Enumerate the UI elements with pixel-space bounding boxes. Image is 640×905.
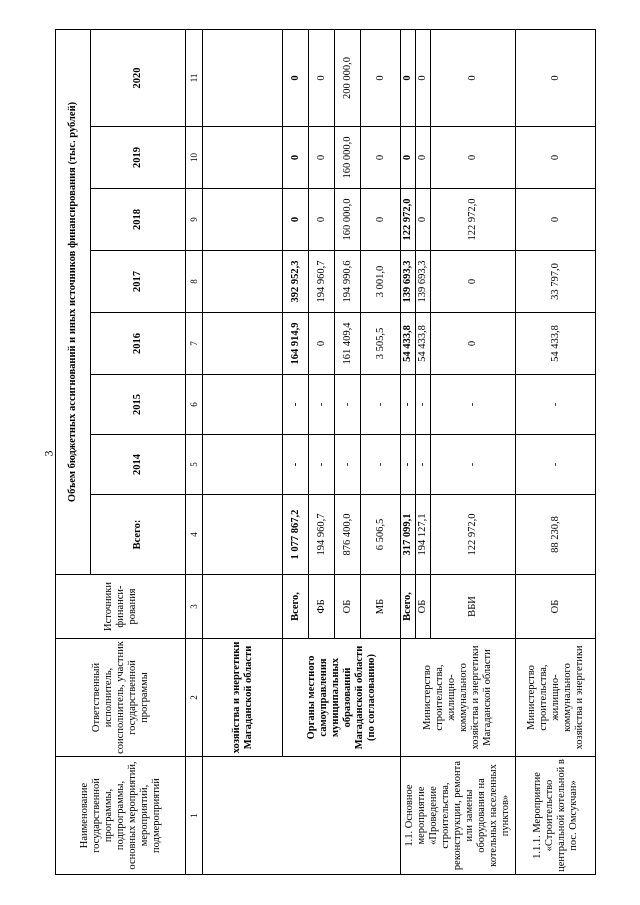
value-cell: 0 xyxy=(516,29,596,126)
index-cell: 10 xyxy=(186,127,203,189)
source-cell: ОБ xyxy=(416,575,431,639)
value-cell: 194 990,6 xyxy=(335,251,361,313)
value-cell: 0 xyxy=(283,29,309,126)
table-row xyxy=(516,29,596,874)
index-cell: 6 xyxy=(186,375,203,435)
value-cell: 392 952,3 xyxy=(283,251,309,313)
executor-cell: Органы местного самоуправления муниципальных образований Магаданской области (по согласованию) xyxy=(283,639,401,757)
value-cell: 0 xyxy=(431,127,516,189)
page-number: 3 xyxy=(41,450,56,457)
value-cell: - xyxy=(283,375,309,435)
header-year: 2017 xyxy=(91,251,186,313)
value-cell xyxy=(203,435,283,495)
value-cell: 0 xyxy=(416,189,431,251)
value-cell: 0 xyxy=(309,189,335,251)
value-cell: 122 972,0 xyxy=(431,189,516,251)
table-row xyxy=(203,29,283,874)
column-index-row xyxy=(186,29,203,874)
value-cell: 0 xyxy=(516,189,596,251)
value-cell: 0 xyxy=(416,127,431,189)
value-cell: - xyxy=(431,375,516,435)
value-cell: - xyxy=(283,435,309,495)
value-cell: 3 001,0 xyxy=(361,251,401,313)
value-cell: 6 506,5 xyxy=(361,495,401,575)
value-cell: 54 433,8 xyxy=(401,313,416,375)
value-cell: 0 xyxy=(431,29,516,126)
value-cell: 161 409,4 xyxy=(335,313,361,375)
header-sources: Источники финанси-рования xyxy=(56,575,186,639)
rotated-table-wrapper xyxy=(55,30,615,875)
value-cell: 164 914,9 xyxy=(283,313,309,375)
value-cell: 200 000,0 xyxy=(335,29,361,126)
source-cell: Всего, xyxy=(401,575,416,639)
value-cell: 0 xyxy=(431,251,516,313)
value-cell: 54 433,8 xyxy=(416,313,431,375)
name-cell: 1.1. Основное мероприятие «Проведение строительства, реконструкции, ремонта или замены оборудования на котельных населенных пунктов» xyxy=(401,757,516,875)
value-cell: 33 797,0 xyxy=(516,251,596,313)
header-year: 2014 xyxy=(91,435,186,495)
value-cell: 122 972,0 xyxy=(401,189,416,251)
index-cell: 3 xyxy=(186,575,203,639)
value-cell: 0 xyxy=(431,313,516,375)
index-cell: 2 xyxy=(186,639,203,757)
value-cell: 0 xyxy=(401,127,416,189)
header-name: Наименование государственной программы, подпрограммы, основных мероприятий, мероприятий, подмероприятий xyxy=(56,757,186,875)
source-cell xyxy=(203,575,283,639)
value-cell: - xyxy=(401,375,416,435)
value-cell: 317 099,1 xyxy=(401,495,416,575)
value-cell xyxy=(203,251,283,313)
source-cell: Всего, xyxy=(283,575,309,639)
value-cell: 0 xyxy=(401,29,416,126)
value-cell: 139 693,3 xyxy=(401,251,416,313)
value-cell: 876 400,0 xyxy=(335,495,361,575)
index-cell: 11 xyxy=(186,29,203,126)
value-cell: - xyxy=(309,435,335,495)
value-cell xyxy=(203,29,283,126)
value-cell: - xyxy=(309,375,335,435)
value-cell: - xyxy=(416,435,431,495)
header-year: 2020 xyxy=(91,29,186,126)
value-cell: - xyxy=(516,435,596,495)
value-cell: 0 xyxy=(283,127,309,189)
header-total: Всего: xyxy=(91,495,186,575)
value-cell: 54 433,8 xyxy=(516,313,596,375)
executor-cell: хозяйства и энергетики Магаданской области xyxy=(203,639,283,757)
value-cell: 0 xyxy=(361,189,401,251)
name-cell: 1.1.1. Мероприятие «Строительство центральной котельной в пос. Омсукчан» xyxy=(516,757,596,875)
executor-cell: Министерство строительства, жилищно-коммунального хозяйства и энергетики xyxy=(516,639,596,757)
value-cell: 0 xyxy=(361,127,401,189)
value-cell: 160 000,0 xyxy=(335,127,361,189)
value-cell: 0 xyxy=(283,189,309,251)
value-cell: 122 972,0 xyxy=(431,495,516,575)
value-cell: 139 693,3 xyxy=(416,251,431,313)
index-cell: 5 xyxy=(186,435,203,495)
index-cell: 8 xyxy=(186,251,203,313)
header-year: 2015 xyxy=(91,375,186,435)
index-cell: 9 xyxy=(186,189,203,251)
header-year: 2019 xyxy=(91,127,186,189)
index-cell: 4 xyxy=(186,495,203,575)
budget-table xyxy=(55,29,596,875)
table-row xyxy=(401,29,416,874)
source-cell: МБ xyxy=(361,575,401,639)
value-cell: 194 127,1 xyxy=(416,495,431,575)
value-cell: 0 xyxy=(516,127,596,189)
value-cell: - xyxy=(431,435,516,495)
value-cell xyxy=(203,189,283,251)
value-cell: 0 xyxy=(309,127,335,189)
value-cell: - xyxy=(335,435,361,495)
index-cell: 1 xyxy=(186,757,203,875)
value-cell: 0 xyxy=(361,29,401,126)
source-cell: ОБ xyxy=(516,575,596,639)
value-cell: - xyxy=(516,375,596,435)
value-cell xyxy=(203,495,283,575)
name-cell xyxy=(203,757,401,875)
value-cell: 160 000,0 xyxy=(335,189,361,251)
index-cell: 7 xyxy=(186,313,203,375)
value-cell: 88 230,8 xyxy=(516,495,596,575)
source-cell: ОБ xyxy=(335,575,361,639)
header-volume-group: Объем бюджетных ассигнований и иных источников финансирования (тыс. рублей) xyxy=(56,29,91,574)
source-cell: ВБИ xyxy=(431,575,516,639)
header-year: 2018 xyxy=(91,189,186,251)
value-cell: - xyxy=(335,375,361,435)
value-cell: 1 077 867,2 xyxy=(283,495,309,575)
value-cell: 0 xyxy=(309,313,335,375)
value-cell xyxy=(203,375,283,435)
executor-cell: Министерство строительства, жилищно-коммунального хозяйства и энергетики Магаданской области xyxy=(401,639,516,757)
value-cell: - xyxy=(401,435,416,495)
source-cell: ФБ xyxy=(309,575,335,639)
table-row xyxy=(283,29,309,874)
value-cell: - xyxy=(361,375,401,435)
value-cell: 3 505,5 xyxy=(361,313,401,375)
value-cell: 194 960,7 xyxy=(309,251,335,313)
value-cell: 194 960,7 xyxy=(309,495,335,575)
header-executor: Ответственный исполнитель, соисполнитель, участник государственной программы xyxy=(56,639,186,757)
value-cell xyxy=(203,313,283,375)
value-cell: - xyxy=(361,435,401,495)
value-cell xyxy=(203,127,283,189)
header-year: 2016 xyxy=(91,313,186,375)
value-cell: 0 xyxy=(416,29,431,126)
value-cell: - xyxy=(416,375,431,435)
value-cell: 0 xyxy=(309,29,335,126)
